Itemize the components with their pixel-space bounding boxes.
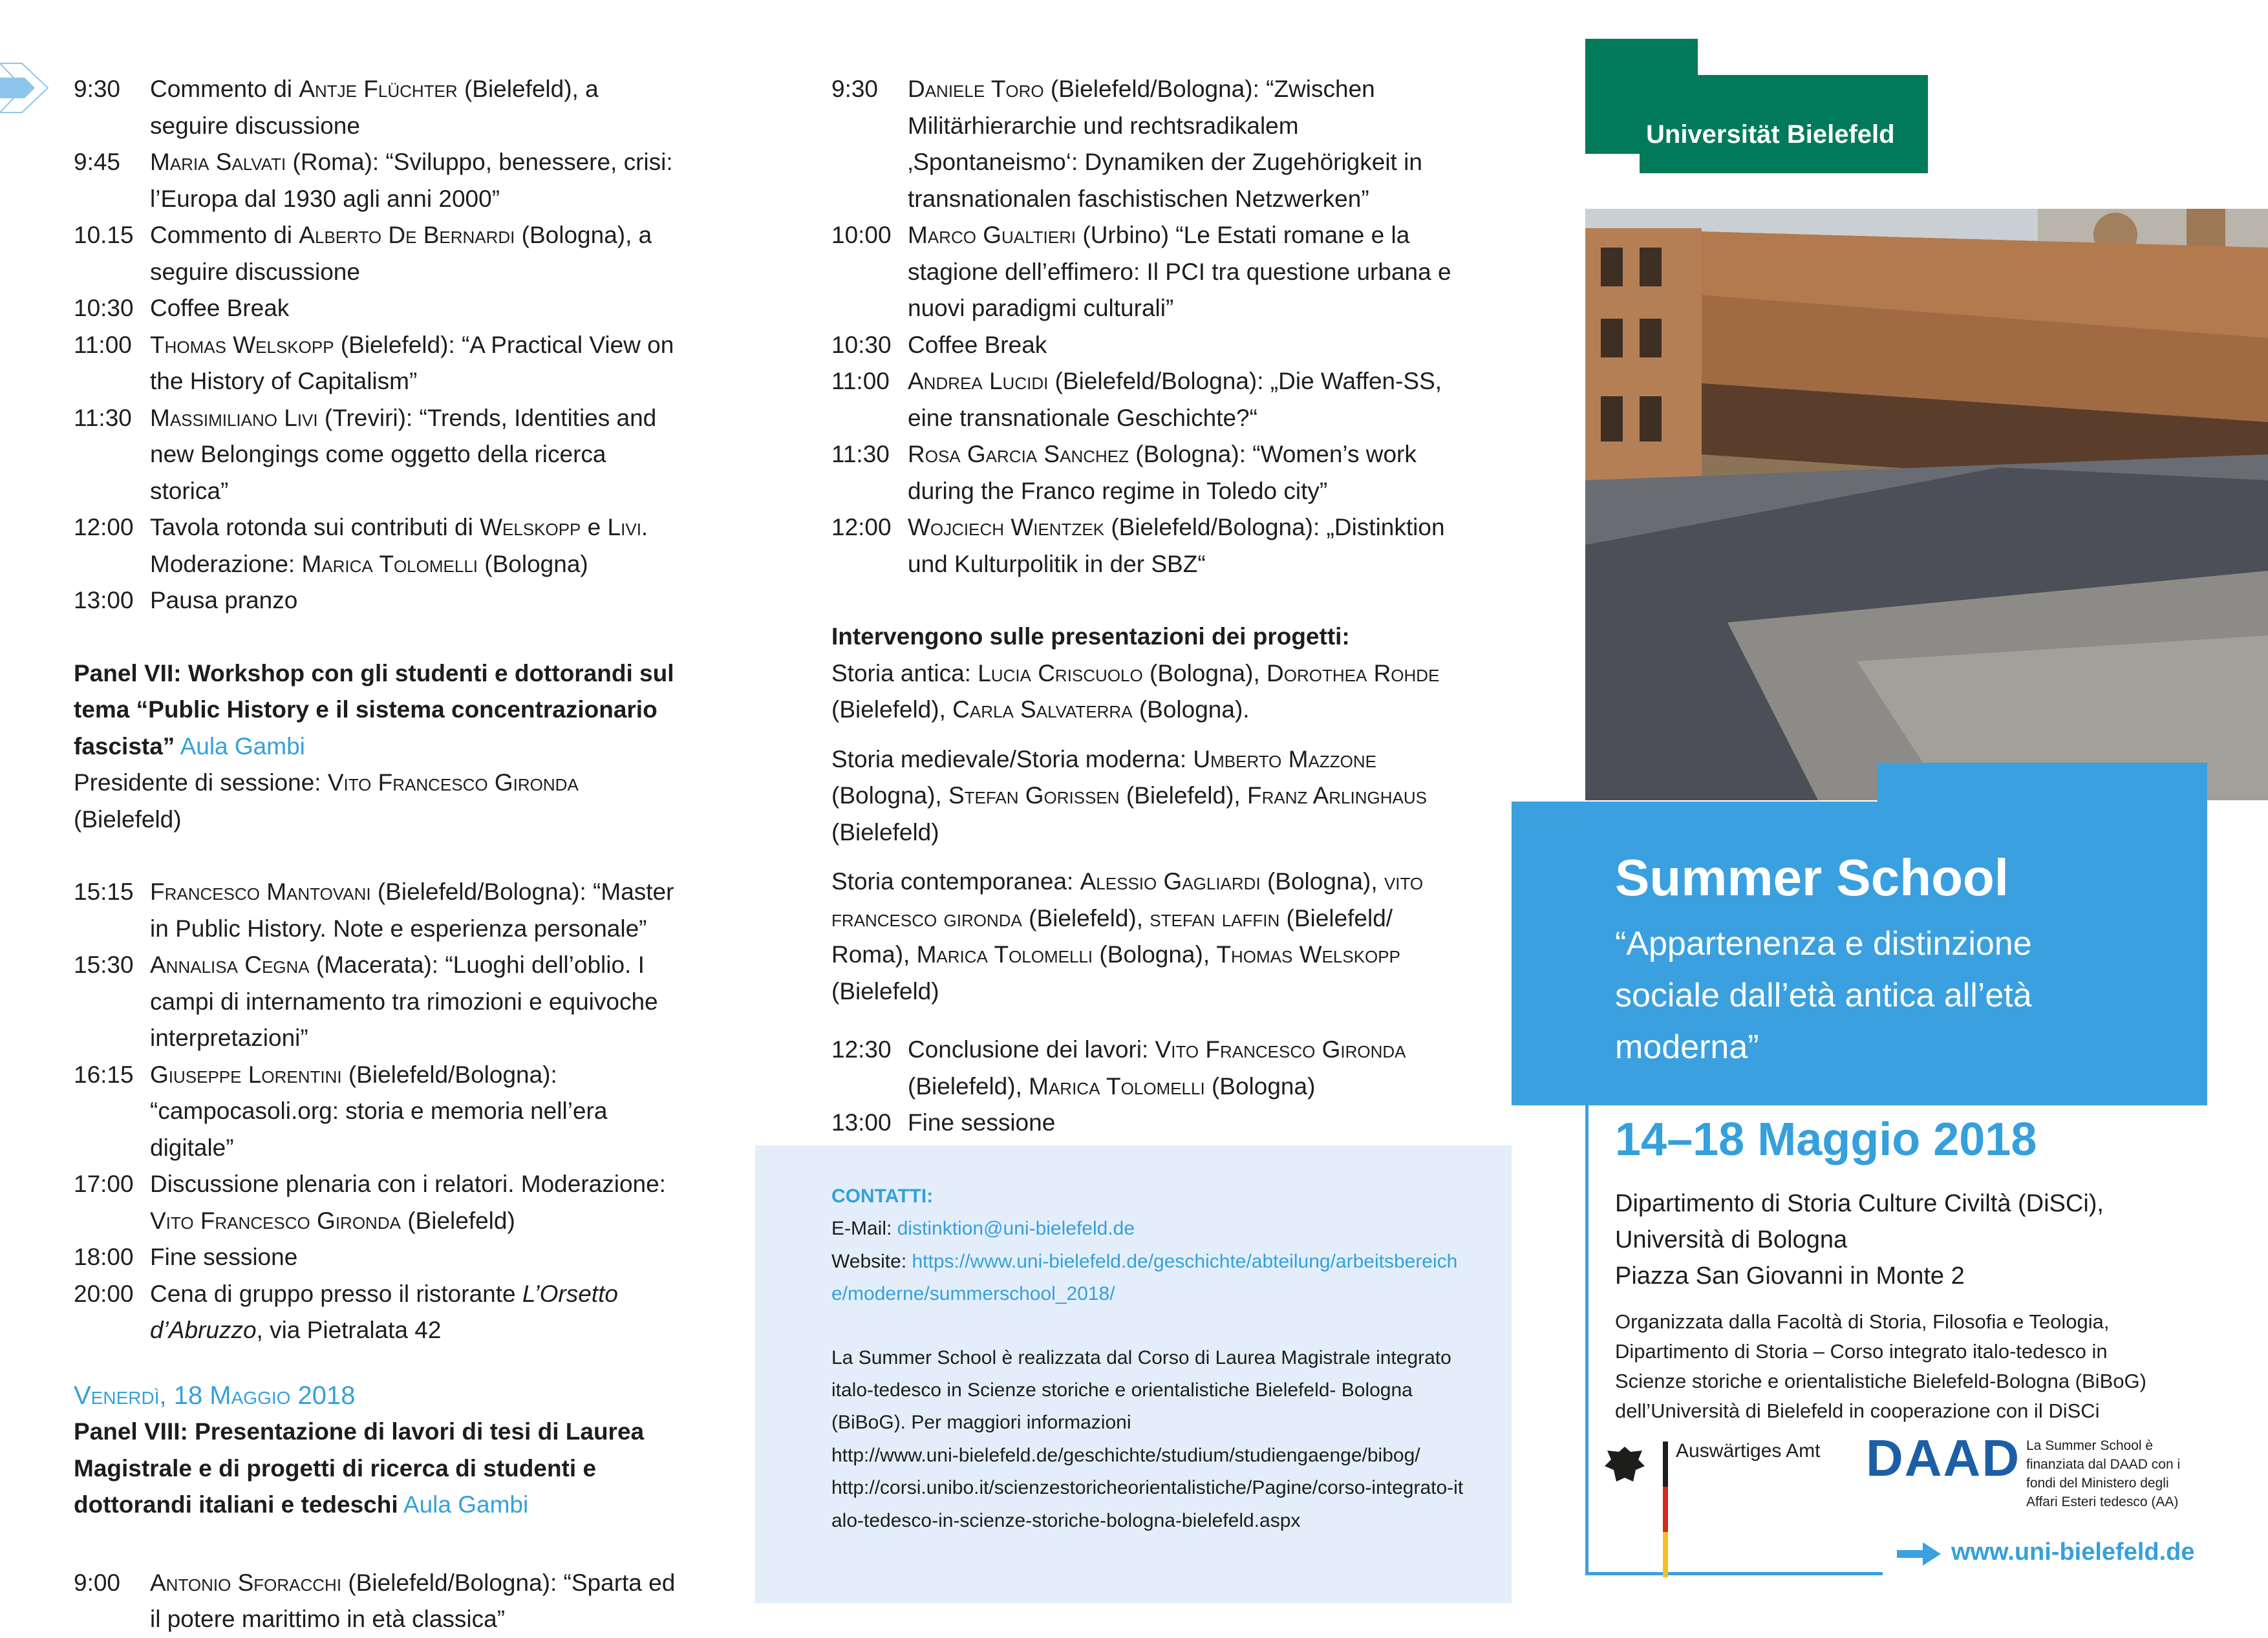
entry-text: (Bielefeld/Bologna): “Zwischen Militärhierarchie und rechtsradikalem ‚Spontaneismo‘: Dynamiken der Zugehörigkeit in transnationalen faschistischen Netzwerken” (908, 76, 1422, 212)
schedule-row (831, 363, 1452, 436)
entry (150, 1565, 681, 1638)
schedule-row (74, 400, 681, 510)
time: 12:00 (74, 514, 134, 540)
schedule-middle (831, 71, 1452, 582)
schedule-a (74, 71, 681, 619)
speaker: Alberto De Bernardi (299, 222, 515, 248)
affil: (Bologna). (1132, 696, 1250, 723)
schedule-b (74, 874, 681, 1349)
speaker: Rosa Garcia Sanchez (908, 441, 1129, 467)
entry-text: Cena di gruppo presso il ristorante (150, 1280, 522, 1307)
speaker: Francesco Mantovani (150, 878, 371, 905)
time: 17:00 (74, 1171, 134, 1197)
entry (150, 217, 681, 290)
contacts-heading: CONTATTI: (831, 1186, 934, 1207)
affil: (Bielefeld) (831, 977, 939, 1005)
schedule-row (831, 1032, 1452, 1105)
affil: (Bologna), (831, 782, 948, 809)
unibo-link[interactable]: http://corsi.unibo.it/scienzestoricheorientalistiche/Pagine/corso-integrato-italo-tedesco-in-scienze-storiche-bologna-bielefeld.aspx (831, 1477, 1464, 1531)
entry (908, 217, 1452, 327)
panel-viii-room: Aula Gambi (403, 1491, 529, 1518)
entry (908, 436, 1452, 509)
affil: (Bologna), (1260, 868, 1384, 895)
entry-text: (Bologna) (478, 550, 588, 577)
organizer: Organizzata dalla Facoltà di Storia, Filosofia e Teologia, Dipartimento di Storia – Corso integrato italo-tedesco in Scienze storiche e orientalistiche Bielefeld-Bologna (BiBoG) dell’Università di Bielefeld in cooperazione con il DiSCi (1615, 1310, 2146, 1422)
speaker: Daniele Toro (908, 76, 1044, 102)
time: 11:30 (74, 404, 132, 431)
bibog-link[interactable]: http://www.uni-bielefeld.de/geschichte/studium/studiengaenge/bibog/ (831, 1444, 1420, 1466)
entry-text: Coffee Break (150, 295, 290, 321)
schedule-row (74, 947, 681, 1057)
schedule-row (831, 327, 1452, 364)
schedule-row (831, 71, 1452, 217)
speaker: Andrea Lucidi (908, 368, 1049, 394)
entry-text: (Urbino) “Le Estati romane e la stagione dell’effimero: Il PCI tra questione urbana e nuovi paradigmi culturali” (908, 222, 1451, 321)
schedule-row (74, 1239, 681, 1276)
entry-text: Coffee Break (908, 331, 1047, 358)
entry-text: (Macerata): “Luoghi dell’oblio. I campi di internamento tra rimozioni e equivoche interpretazioni” (150, 952, 658, 1051)
venue-line-3: Piazza San Giovanni in Monte 2 (1615, 1262, 1965, 1290)
entry (908, 363, 1452, 436)
panel-vii-room: Aula Gambi (180, 732, 305, 760)
email-link[interactable]: distinktion@uni-bielefeld.de (897, 1218, 1135, 1240)
label: Storia medievale/Storia moderna: (831, 745, 1193, 772)
speaker: Maria Salvati (150, 149, 286, 175)
restaurant-name: L’Orsetto d’Abruzzo (150, 1280, 618, 1343)
speaker: Umberto Mazzone (1193, 745, 1376, 772)
arrow-right-icon (1897, 1540, 1942, 1568)
time: 9:30 (74, 76, 121, 102)
website-label: Website: (831, 1250, 912, 1272)
entry (908, 327, 1452, 364)
speaker: vito francesco gironda (831, 868, 1424, 931)
schedule-row (74, 1166, 681, 1239)
speaker: Vito Francesco Gironda (1155, 1036, 1406, 1063)
flag-gold (1663, 1532, 1668, 1577)
speaker: Marica Tolomelli (301, 550, 478, 577)
affil: (Bielefeld), (1119, 782, 1247, 809)
entry-text: (Bielefeld/Bologna): „Distinktion und Kulturpolitik in der SBZ“ (908, 514, 1445, 577)
time: 15:30 (74, 952, 134, 978)
entry-text: Pausa pranzo (150, 587, 298, 613)
affil: (Bologna), (1093, 941, 1217, 968)
entry-text: (Bologna), a seguire discussione (150, 222, 652, 285)
affil: (Bielefeld/ Roma), (831, 904, 1393, 968)
eagle-icon (1602, 1443, 1647, 1494)
panel-viii-title: Panel VIII: Presentazione di lavori di tesi di Laurea Magistrale e di progetti di ricerca di studenti e dottorandi italiani e tedeschi (74, 1418, 645, 1518)
entry (150, 71, 681, 144)
entry (150, 290, 681, 327)
entry-text: (Bielefeld) (400, 1207, 515, 1234)
time: 13:00 (831, 1109, 892, 1136)
speaker: Franz Arlinghaus (1246, 782, 1427, 809)
time: 12:30 (831, 1036, 892, 1063)
entry-text: (Bielefeld/Bologna): “Sparta ed il potere marittimo in età classica” (150, 1569, 676, 1632)
schedule-row (74, 144, 681, 217)
entry-text: Fine sessione (150, 1244, 298, 1270)
entry-text: Tavola rotonda sui contributi di (150, 514, 480, 540)
chair-name: Vito Francesco Gironda (327, 769, 579, 796)
schedule-row (74, 1057, 681, 1167)
speaker: Carla Salvaterra (952, 696, 1133, 723)
entry-text: Conclusione dei lavori: (908, 1036, 1155, 1063)
time: 13:00 (74, 587, 134, 613)
speaker: Marica Tolomelli (916, 941, 1093, 968)
entry-text: (Bielefeld), a seguire discussione (150, 76, 599, 139)
entry-text: Moderazione: (150, 550, 302, 577)
time: 11:00 (74, 331, 132, 358)
storia-contemporanea (831, 864, 1452, 1010)
interventions-title: Intervengono sulle presentazioni dei progetti: (831, 623, 1350, 650)
affil: (Bielefeld), (1022, 904, 1150, 931)
entry (150, 144, 681, 217)
entry-text: Discussione plenaria con i relatori. Moderazione: (150, 1171, 666, 1197)
entry (150, 327, 681, 400)
schedule-row (74, 71, 681, 144)
speaker: Annalisa Cegna (150, 952, 310, 978)
schedule-row (74, 217, 681, 290)
speaker: Livi (607, 514, 641, 540)
affil: (Bielefeld) (831, 818, 939, 846)
entry (150, 1276, 681, 1349)
entry (908, 509, 1452, 582)
schedule-c (74, 1565, 681, 1638)
time: 9:45 (74, 149, 121, 175)
speaker: Stefan Gorißen (948, 782, 1120, 809)
speaker: Wojciech Wientzek (908, 514, 1105, 540)
label: Storia antica: (831, 659, 978, 686)
time: 18:00 (74, 1244, 134, 1270)
schedule-row (831, 217, 1452, 327)
schedule-row (74, 582, 681, 619)
university-logo: Universität Bielefeld (1646, 120, 1895, 149)
panel-vii-title: Panel VII: Workshop con gli studenti e dottorandi sul tema “Public History e il sistema concentrazionario fascista” (74, 659, 674, 760)
schedule-row (74, 290, 681, 327)
entry (908, 1105, 1452, 1142)
entry-text: Commento di (150, 222, 299, 248)
frame-bottom (1585, 1572, 1883, 1575)
entry-text: e (581, 514, 608, 540)
entry-text: (Roma): “Sviluppo, benessere, crisi: l’Europa dal 1930 agli anni 2000” (150, 149, 673, 212)
venue (1615, 1186, 2104, 1294)
contacts-paragraph: La Summer School è realizzata dal Corso di Laurea Magistrale integrato italo-tedesco in Scienze storiche e orientalistiche Bielefeld- Bologna (BiBoG). Per maggiori informazioni (831, 1346, 1451, 1434)
entry (150, 400, 681, 510)
speaker: Giuseppe Lorentini (150, 1061, 342, 1088)
speaker: Lucia Criscuolo (978, 659, 1143, 686)
schedule-row (831, 509, 1452, 582)
entry-text: (Bologna) (1204, 1072, 1316, 1100)
speaker: Thomas Welskopp (150, 331, 334, 358)
entry-text: . (641, 514, 648, 540)
entry-text: Commento di (150, 76, 299, 102)
flag-red (1663, 1487, 1668, 1532)
entry-text: , via Pietralata 42 (256, 1317, 442, 1343)
contacts (831, 1180, 1465, 1537)
middle-column (831, 71, 1452, 1142)
time: 10.15 (74, 222, 134, 248)
title-block-top (1878, 763, 2207, 802)
entry (150, 947, 681, 1057)
piazza-photo (1585, 209, 2268, 800)
daad-logo: DAAD (1866, 1429, 2021, 1487)
schedule-closing (831, 1032, 1452, 1142)
entry-text: (Bologna): “Women’s work during the Franco regime in Toledo city” (908, 441, 1417, 504)
speaker: stefan laffin (1150, 904, 1280, 931)
schedule-row (74, 327, 681, 400)
venue-line-1: Dipartimento di Storia Culture Civiltà (DiSCi), (1615, 1190, 2104, 1217)
time: 10:30 (831, 331, 892, 358)
entry-text: (Treviri): “Trends, Identities and new Belongings come oggetto della ricerca storica” (150, 404, 657, 504)
storia-antica (831, 655, 1452, 729)
schedule-row (74, 509, 681, 582)
cover-title: Summer School (1615, 849, 2009, 906)
entry-text: (Bielefeld/Bologna): “campocasoli.org: storia e memoria nell’era digitale” (150, 1061, 608, 1161)
entry (150, 1057, 681, 1167)
left-column (74, 71, 681, 1638)
time: 20:00 (74, 1280, 134, 1307)
schedule-row (74, 874, 681, 947)
time: 9:00 (74, 1569, 121, 1596)
time: 12:00 (831, 514, 892, 540)
speaker: Marco Gualtieri (908, 222, 1076, 248)
speaker: Massimiliano Livi (150, 404, 318, 431)
cover-dates: 14–18 Maggio 2018 (1615, 1114, 2037, 1165)
time: 16:15 (74, 1061, 134, 1088)
frame-left (1585, 1069, 1589, 1575)
cover-subtitle: “Appartenenza e distinzione sociale dall’età antica all’età moderna” (1615, 925, 2032, 1066)
funding-note: La Summer School è finanziata dal DAAD con i fondi del Ministero degli Affari Esteri tedesco (AA) (2026, 1438, 2181, 1509)
chair-label: Presidente di sessione: (74, 769, 328, 796)
flag-black (1663, 1441, 1668, 1487)
time: 10:30 (74, 295, 134, 321)
label: Storia contemporanea: (831, 868, 1080, 895)
entry (150, 874, 681, 947)
arrow-icon (0, 52, 54, 124)
entry (150, 1239, 681, 1276)
entry-text: Fine sessione (908, 1109, 1056, 1136)
speaker: Thomas Welskopp (1216, 941, 1400, 968)
affil: (Bologna), (1142, 659, 1267, 686)
time: 9:30 (831, 76, 879, 102)
speaker: Antje Flüchter (299, 76, 458, 102)
entry-text: (Bielefeld/Bologna): “Master in Public History. Note e esperienza personale” (150, 878, 674, 942)
time: 10:00 (831, 222, 892, 248)
schedule-row (74, 1565, 681, 1638)
speaker: Marica Tolomelli (1029, 1072, 1205, 1100)
entry-text: (Bielefeld): “A Practical View on the History of Capitalism” (150, 331, 674, 394)
entry-text: (Bielefeld/Bologna): „Die Waffen-SS, eine transnationale Geschichte?“ (908, 368, 1442, 431)
speaker: Welskopp (480, 514, 581, 540)
panel-viii (74, 1414, 681, 1524)
panel-vii (74, 655, 681, 838)
speaker: Alessio Gagliardi (1080, 868, 1261, 895)
entry-text: (Bielefeld), (908, 1072, 1029, 1100)
entry (150, 1166, 681, 1239)
email-label: E-Mail: (831, 1218, 897, 1240)
time: 11:30 (831, 441, 890, 467)
auswaertiges-amt-logo: Auswärtiges Amt (1676, 1440, 1821, 1462)
schedule-row (831, 436, 1452, 509)
entry (908, 1032, 1452, 1105)
venue-line-2: Università di Bologna (1615, 1226, 1848, 1253)
schedule-row (831, 1105, 1452, 1142)
chair-affiliation: (Bielefeld) (74, 805, 182, 833)
day-heading: Venerdì, 18 Maggio 2018 (74, 1381, 356, 1410)
speaker: Antonio Sforacchi (150, 1569, 342, 1596)
website-footer-link[interactable]: www.uni-bielefeld.de (1951, 1538, 2195, 1566)
entry (150, 509, 681, 582)
time: 11:00 (831, 368, 890, 394)
storia-medievale (831, 741, 1452, 851)
entry (150, 582, 681, 619)
speaker: Dorothea Rohde (1267, 659, 1440, 686)
schedule-row (74, 1276, 681, 1349)
speaker: Vito Francesco Gironda (150, 1207, 401, 1234)
frame-top (1585, 1069, 1984, 1072)
affil: (Bielefeld), (831, 696, 953, 723)
website-link[interactable]: https://www.uni-bielefeld.de/geschichte/abteilung/arbeitsbereiche/moderne/summerschool_2018/ (831, 1250, 1458, 1305)
time: 15:15 (74, 878, 134, 905)
entry (908, 71, 1452, 217)
